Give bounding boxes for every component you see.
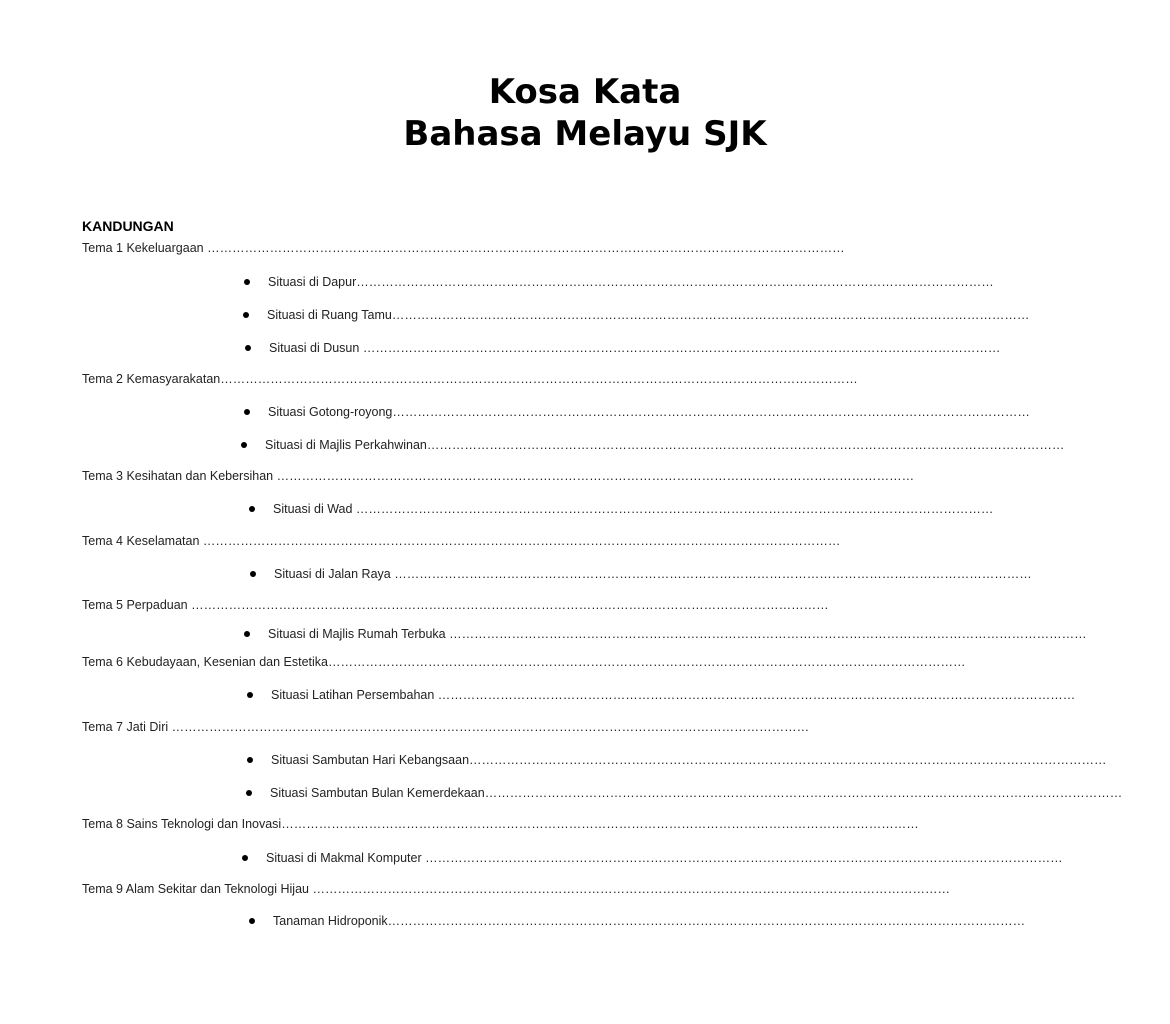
dot-leader: ……………………………………………………………………………………………………………………………………… [437,688,1076,702]
toc-entry-label: Tema 8 Sains Teknologi dan Inovasi [82,817,282,831]
toc-theme-entry [82,720,810,734]
dot-leader: ……………………………………………………………………………………………………………………………………… [202,534,841,548]
toc-entry-label: Situasi Latihan Persembahan [271,688,438,702]
bullet-icon [241,442,247,448]
toc-theme-entry [82,655,966,669]
bullet-icon [244,409,250,415]
dot-leader: ……………………………………………………………………………………………………………………………………… [171,720,810,734]
toc-entry-label: Tema 1 Kekeluargaan [82,241,208,255]
toc-situation-entry [249,502,994,516]
toc-situation-entry [241,438,1065,452]
dot-leader: ……………………………………………………………………………………………………………………………………… [312,882,950,896]
toc-situation-entry [250,567,1032,581]
bullet-icon [249,918,255,924]
document-title-line-2: Bahasa Melayu SJK [403,114,767,154]
toc-situation-entry [242,851,1063,865]
toc-theme-entry [82,241,845,255]
toc-entry-label: Tema 5 Perpaduan [82,598,192,612]
toc-theme-entry [82,817,919,831]
toc-situation-entry [247,688,1076,702]
toc-entry-label: Tema 7 Jati Diri [82,720,172,734]
toc-theme-entry [82,598,829,612]
dot-leader: ……………………………………………………………………………………………………………………………………… [425,851,1063,865]
bullet-icon [250,571,256,577]
document-title-line-1: Kosa Kata [488,72,682,112]
bullet-icon [242,855,248,861]
dot-leader: ……………………………………………………………………………………………………………………………………… [449,627,1087,641]
bullet-icon [247,692,253,698]
dot-leader: ……………………………………………………………………………………………………………………………………… [281,817,919,831]
toc-entry-label: Situasi di Wad [273,502,356,516]
bullet-icon [246,790,252,796]
dot-leader: ……………………………………………………………………………………………………………………………………… [394,567,1032,581]
toc-entry-label: Situasi di Majlis Rumah Terbuka [268,627,450,641]
dot-leader: ……………………………………………………………………………………………………………………………………… [469,753,1107,767]
toc-entry-label: Situasi Sambutan Bulan Kemerdekaan [270,786,485,800]
bullet-icon [247,757,253,763]
toc-entry-label: Tema 9 Alam Sekitar dan Teknologi Hijau [82,882,313,896]
dot-leader: ……………………………………………………………………………………………………………………………………… [355,502,994,516]
dot-leader: ……………………………………………………………………………………………………………………………………… [207,241,845,255]
dot-leader: ……………………………………………………………………………………………………………………………………… [328,655,966,669]
dot-leader: ……………………………………………………………………………………………………………………………………… [191,598,829,612]
toc-situation-entry [245,341,1001,355]
dot-leader: ……………………………………………………………………………………………………………………………………… [276,469,915,483]
toc-entry-label: Situasi di Jalan Raya [274,567,395,581]
toc-entry-label: Tema 6 Kebudayaan, Kesenian dan Estetika [82,655,329,669]
toc-situation-entry [246,786,1123,800]
toc-theme-entry [82,882,950,896]
contents-heading: KANDUNGAN [82,218,174,234]
dot-leader: ……………………………………………………………………………………………………………………………………… [220,372,858,386]
dot-leader: ……………………………………………………………………………………………………………………………………… [391,308,1030,322]
dot-leader: ……………………………………………………………………………………………………………………………………… [387,914,1026,928]
toc-situation-entry [244,627,1087,641]
toc-entry-label: Situasi Gotong-royong [268,405,393,419]
toc-entry-label: Situasi di Ruang Tamu [267,308,392,322]
toc-situation-entry [244,275,994,289]
toc-entry-label: Tema 2 Kemasyarakatan [82,372,221,386]
bullet-icon [244,631,250,637]
toc-entry-label: Situasi di Majlis Perkahwinan [265,438,427,452]
toc-theme-entry [82,372,858,386]
toc-entry-label: Situasi di Makmal Komputer [266,851,426,865]
dot-leader: ……………………………………………………………………………………………………………………………………… [484,786,1123,800]
toc-situation-entry [249,914,1026,928]
dot-leader: ……………………………………………………………………………………………………………………………………… [426,438,1065,452]
dot-leader: ……………………………………………………………………………………………………………………………………… [392,405,1030,419]
toc-entry-label: Situasi di Dusun [269,341,363,355]
toc-situation-entry [247,753,1107,767]
toc-situation-entry [243,308,1030,322]
toc-entry-label: Situasi Sambutan Hari Kebangsaan [271,753,470,767]
toc-entry-label: Tema 3 Kesihatan dan Kebersihan [82,469,277,483]
bullet-icon [243,312,249,318]
toc-theme-entry [82,534,841,548]
dot-leader: ……………………………………………………………………………………………………………………………………… [362,341,1001,355]
toc-entry-label: Situasi di Dapur [268,275,357,289]
bullet-icon [245,345,251,351]
bullet-icon [244,279,250,285]
toc-situation-entry [244,405,1030,419]
toc-theme-entry [82,469,915,483]
toc-entry-label: Tema 4 Keselamatan [82,534,203,548]
dot-leader: ……………………………………………………………………………………………………………………………………… [356,275,994,289]
toc-entry-label: Tanaman Hidroponik [273,914,388,928]
bullet-icon [249,506,255,512]
